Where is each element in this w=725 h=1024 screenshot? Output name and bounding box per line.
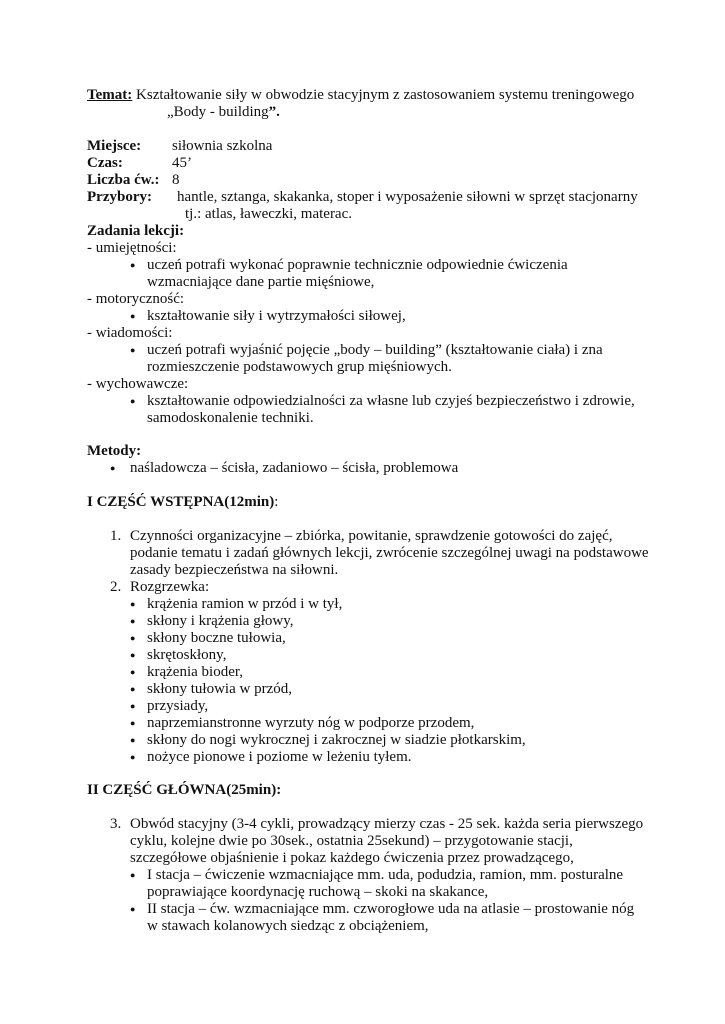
part2-heading: II CZĘŚĆ GŁÓWNA(25min): bbox=[87, 782, 282, 798]
list-number: 2. bbox=[110, 579, 122, 595]
exercise-count-label: Liczba ćw.: bbox=[87, 172, 160, 188]
warmup-item: przysiady, bbox=[147, 698, 209, 714]
topic-text-1: Kształtowanie siły w obwodzie stacyjnym z zastosowaniem systemu treningowego bbox=[136, 87, 635, 103]
place-label: Miejsce: bbox=[87, 138, 142, 154]
warmup-item: krążenia bioder, bbox=[147, 664, 244, 680]
warmup-item: krążenia ramion w przód i w tył, bbox=[147, 596, 343, 612]
knowledge-item-line-2: rozmieszczenie podstawowych grup mięśniowych. bbox=[147, 359, 452, 375]
topic-line-2 bbox=[167, 104, 280, 121]
tasks-heading: Zadania lekcji: bbox=[87, 223, 185, 239]
bullet-icon: ● bbox=[130, 616, 136, 626]
bullet-icon: ● bbox=[110, 463, 116, 473]
bullet-icon: ● bbox=[130, 345, 136, 355]
part2-item3-line-2: cyklu, kolejne dwie po 30sek., ostatnia 25sekund) – przygotowanie stacji, bbox=[130, 833, 573, 849]
skills-label: - umiejętności: bbox=[87, 240, 177, 256]
part1-heading bbox=[87, 494, 278, 511]
station1-line-2: poprawiające koordynację ruchową – skoki na skakance, bbox=[147, 884, 489, 900]
place-value: siłownia szkolna bbox=[172, 138, 273, 154]
equipment-line-1: hantle, sztanga, skakanka, stoper i wyposażenie siłowni w sprzęt stacjonarny bbox=[177, 189, 638, 205]
warmup-item: skłony tułowia w przód, bbox=[147, 681, 292, 697]
part1-item1-line-3: zasady bezpieczeństwa na siłowni. bbox=[130, 562, 339, 578]
bullet-icon: ● bbox=[130, 718, 136, 728]
time-label: Czas: bbox=[87, 155, 123, 171]
part2-item3-line-1: Obwód stacyjny (3-4 cykli, prowadzący mierzy czas - 25 sek. każda seria pierwszego bbox=[130, 816, 644, 832]
warmup-item: skłony boczne tułowia, bbox=[147, 630, 286, 646]
bullet-icon: ● bbox=[130, 735, 136, 745]
motor-label: - motoryczność: bbox=[87, 291, 185, 307]
bullet-icon: ● bbox=[130, 650, 136, 660]
methods-heading: Metody: bbox=[87, 443, 142, 459]
part2-item3-line-3: szczegółowe objaśnienie i pokaz każdego ćwiczenia przez prowadzącego, bbox=[130, 850, 574, 866]
time-value: 45’ bbox=[172, 155, 192, 171]
bullet-icon: ● bbox=[130, 396, 136, 406]
bullet-icon: ● bbox=[130, 667, 136, 677]
skills-item-line-2: wzmacniające dane partie mięśniowe, bbox=[147, 274, 375, 290]
station2-line-2: w stawach kolanowych siedząc z obciążeniem, bbox=[147, 918, 429, 934]
bullet-icon: ● bbox=[130, 260, 136, 270]
education-item-line-2: samodoskonalenie techniki. bbox=[147, 410, 314, 426]
education-label: - wychowawcze: bbox=[87, 376, 189, 392]
part1-item1-line-1: Czynności organizacyjne – zbiórka, powitanie, sprawdzenie gotowości do zajęć, bbox=[130, 528, 613, 544]
bullet-icon: ● bbox=[130, 599, 136, 609]
education-item-line-1: kształtowanie odpowiedzialności za własne lub czyjeś bezpieczeństwo i zdrowie, bbox=[147, 393, 635, 409]
equipment-label: Przybory: bbox=[87, 189, 152, 205]
warmup-item: skrętoskłony, bbox=[147, 647, 227, 663]
bullet-icon: ● bbox=[130, 752, 136, 762]
list-number: 3. bbox=[110, 816, 122, 832]
bullet-icon: ● bbox=[130, 684, 136, 694]
topic-line-1 bbox=[87, 87, 634, 104]
warmup-item: skłony i krążenia głowy, bbox=[147, 613, 294, 629]
station2-line-1: II stacja – ćw. wzmacniające mm. czworogłowe uda na atlasie – prostowanie nóg bbox=[147, 901, 635, 917]
bullet-icon: ● bbox=[130, 633, 136, 643]
part1-heading-text: I CZĘŚĆ WSTĘPNA(12min) bbox=[87, 494, 275, 510]
part1-item1-line-2: podanie tematu i zadań głównych lekcji, zwrócenie szczególnej uwagi na podstawowe bbox=[130, 545, 649, 561]
exercise-count-value: 8 bbox=[172, 172, 180, 188]
topic-label: Temat: bbox=[87, 87, 133, 103]
topic-text-2-end: ”. bbox=[268, 104, 280, 120]
warmup-item: skłony do nogi wykrocznej i zakrocznej w siadzie płotkarskim, bbox=[147, 732, 526, 748]
part1-heading-colon: : bbox=[274, 494, 279, 510]
warmup-item: naprzemianstronne wyrzuty nóg w podporze przodem, bbox=[147, 715, 475, 731]
part1-item2: Rozgrzewka: bbox=[130, 579, 210, 595]
knowledge-label: - wiadomości: bbox=[87, 325, 173, 341]
topic-text-2: „Body - building bbox=[167, 104, 269, 120]
motor-item: kształtowanie siły i wytrzymałości siłowej, bbox=[147, 308, 406, 324]
knowledge-item-line-1: uczeń potrafi wyjaśnić pojęcie „body – building” (kształtowanie ciała) i zna bbox=[147, 342, 603, 358]
bullet-icon: ● bbox=[130, 870, 136, 880]
bullet-icon: ● bbox=[130, 904, 136, 914]
station1-line-1: I stacja – ćwiczenie wzmacniające mm. uda, podudzia, ramion, mm. posturalne bbox=[147, 867, 624, 883]
methods-item: naśladowcza – ścisła, zadaniowo – ścisła, problemowa bbox=[130, 460, 459, 476]
warmup-item: nożyce pionowe i poziome w leżeniu tyłem. bbox=[147, 749, 412, 765]
bullet-icon: ● bbox=[130, 311, 136, 321]
skills-item-line-1: uczeń potrafi wykonać poprawnie technicznie odpowiednie ćwiczenia bbox=[147, 257, 568, 273]
bullet-icon: ● bbox=[130, 701, 136, 711]
list-number: 1. bbox=[110, 528, 122, 544]
equipment-line-2: tj.: atlas, ławeczki, materac. bbox=[185, 206, 352, 222]
